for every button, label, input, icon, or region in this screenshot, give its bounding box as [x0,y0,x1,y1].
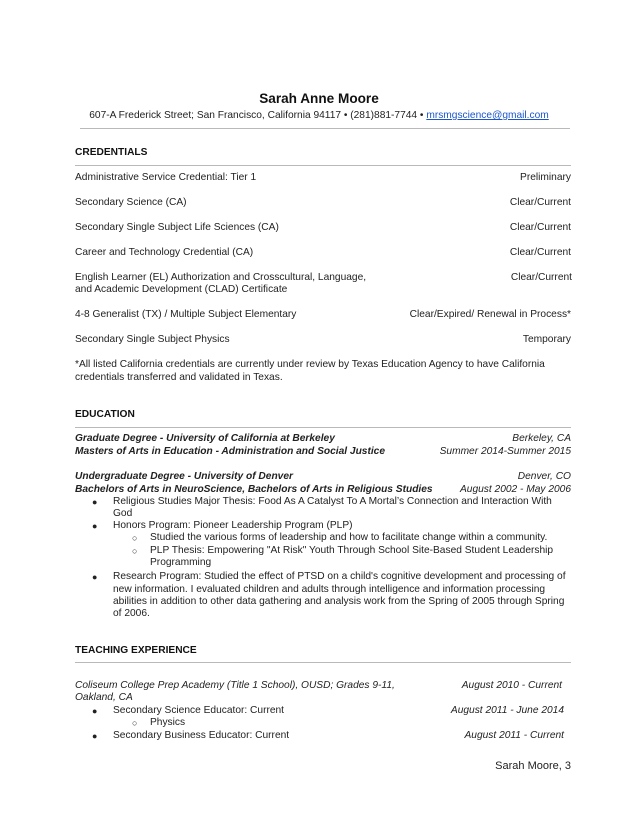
list-item: Research Program: Studied the effect of PTSD on a child's cognitive development and processing of [113,571,566,582]
undergrad-major: Bachelors of Arts in NeuroScience, Bachelors of Arts in Religious Studies [75,484,433,495]
role-dates: August 2011 - June 2014 [450,705,564,716]
undergrad-dates: August 2002 - May 2006 [459,484,571,495]
bullet-icon: ● [92,731,98,741]
grad-major: Masters of Arts in Education - Administration and Social Justice [75,446,386,457]
credential-status: Clear/Current [509,222,571,233]
bullet-icon: ● [92,706,98,716]
hollow-bullet-icon: ○ [132,533,138,543]
credential-status: Clear/Current [509,247,571,258]
credential-name: Career and Technology Credential (CA) [75,247,254,258]
page-footer: Sarah Moore, 3 [495,760,571,772]
list-item-cont: abilities in addition to other data gathering and analysis work from the Spring of 2005 through Spring [113,596,565,607]
education-heading: EDUCATION [75,409,135,420]
credential-name: 4-8 Generalist (TX) / Multiple Subject Elementary [75,309,297,320]
bullet-icon: ● [92,497,98,507]
grad-degree: Graduate Degree - University of California at Berkeley [75,433,335,444]
candidate-name: Sarah Anne Moore [259,91,379,106]
school-dates: August 2010 - Current [461,680,562,691]
teaching-divider [75,662,571,663]
list-item-cont: God [113,508,133,519]
credential-name: Administrative Service Credential: Tier 1 [75,172,257,183]
role-title: Secondary Business Educator: Current [113,730,290,741]
role-dates: August 2011 - Current [464,730,564,741]
credentials-note-cont: credentials transferred and validated in Texas. [75,372,283,383]
bullet-icon: ● [92,572,98,582]
contact-line [0,110,638,123]
role-title: Secondary Science Educator: Current [113,705,285,716]
role-subject: Physics [150,717,186,728]
list-item: Honors Program: Pioneer Leadership Program (PLP) [113,520,353,531]
credentials-divider [75,165,571,166]
school-location: Oakland, CA [75,692,133,703]
hollow-bullet-icon: ○ [132,718,138,728]
sub-list-item: Studied the various forms of leadership and how to facilitate change within a community. [150,532,548,543]
undergrad-location: Denver, CO [517,471,571,482]
school-name: Coliseum College Prep Academy (Title 1 School), OUSD; Grades 9-11, [75,680,395,691]
credential-status: Preliminary [520,172,571,183]
grad-dates: Summer 2014-Summer 2015 [439,446,571,457]
credential-status: Clear/Current [510,272,572,283]
sub-list-item: PLP Thesis: Empowering "At Risk" Youth Through School Site-Based Student Leadership [150,545,554,556]
hollow-bullet-icon: ○ [132,546,138,556]
credential-name: Secondary Science (CA) [75,197,187,208]
list-item: Religious Studies Major Thesis: Food As A Catalyst To A Mortal’s Connection and Interaction With [113,496,552,507]
undergrad-degree: Undergraduate Degree - University of Denver [75,471,293,482]
credentials-heading: CREDENTIALS [75,147,148,158]
teaching-heading: TEACHING EXPERIENCE [75,645,197,656]
header-divider [80,128,570,129]
list-item-cont: of 2006. [113,608,150,619]
credential-name: Secondary Single Subject Life Sciences (CA) [75,222,279,233]
education-divider [75,427,571,428]
contact-address: 607-A Frederick Street; San Francisco, California 94117 • (281)881-7744 • [89,110,427,121]
credential-name: Secondary Single Subject Physics [75,334,230,345]
bullet-icon: ● [92,521,98,531]
grad-location: Berkeley, CA [512,433,571,444]
credential-status: Clear/Expired/ Renewal in Process* [409,309,571,320]
credential-name: English Learner (EL) Authorization and Crosscultural, Language, [75,272,367,283]
list-item-cont: new information. I evaluated children and adults through intelligence and information processing [113,584,546,595]
sub-list-item-cont: Programming [150,557,212,568]
credential-name-cont: and Academic Development (CLAD) Certificate [75,284,288,295]
email-link[interactable]: mrsmgscience@gmail.com [426,110,549,121]
credential-status: Clear/Current [509,197,571,208]
credential-status: Temporary [522,334,571,345]
credentials-note: *All listed California credentials are currently under review by Texas Education Agency to have California [75,359,545,370]
